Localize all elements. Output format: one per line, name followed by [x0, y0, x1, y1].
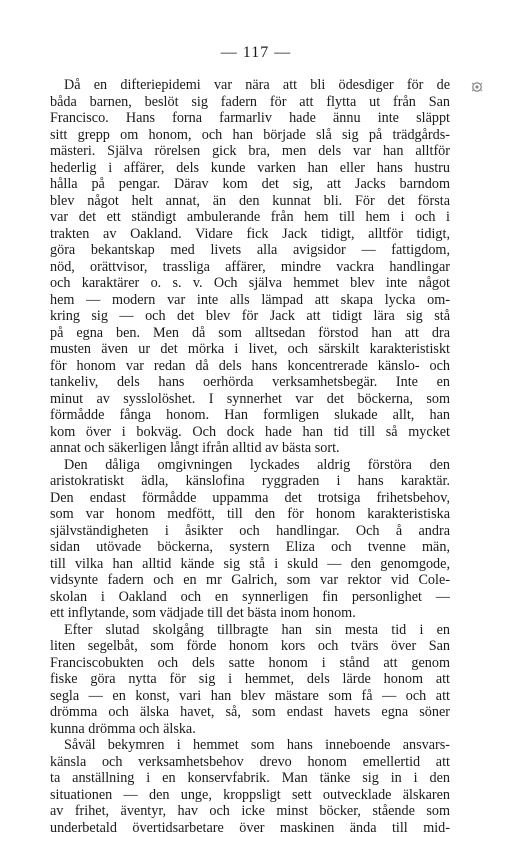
text-line: liten segelbåt, som förde honom kors och tvärs över San	[50, 638, 450, 654]
text-line: fiske göra nytta för sig i hemmet, dels lärde honom att	[50, 671, 450, 687]
text-line: minut av sysslolöshet. I synnerhet var det böckerna, som	[50, 390, 450, 407]
text-line: känsla och verksamhetsbehov drevo honom emellertid att	[50, 753, 450, 770]
text-line: till vilka han alltid kände sig stå i skuld — den genomgode,	[50, 555, 450, 572]
text-line: för honom var redan då dels hans koncentrerade känslo- och	[50, 357, 450, 374]
text-line: nöd, orättvisor, trassliga affärer, mindre vackra handlingar	[50, 258, 450, 275]
text-line: ett inflytande, som vädjade till det bästa inom honom.	[50, 605, 356, 621]
page-number: — 117 —	[220, 44, 292, 61]
text-line: självständigheten i åsikter och handlingar. Och å andra	[50, 522, 450, 539]
text-line: mästeri. Själva rörelsen gick bra, men dels var han alltför	[50, 143, 450, 159]
text-line: sidan utövade böckerna, systern Eliza och tvenne män,	[50, 539, 450, 555]
text-line: sitt grepp om honom, och han började slå sig på trädgårds-	[50, 126, 450, 143]
text-line: som var honom medfött, till den för honom karakteristiska	[50, 506, 450, 522]
text-line: tankeliv, dels hans oerhörda verksamhetsbegär. Inte en	[50, 374, 450, 390]
text-line: Då en difteriepidemi var nära att bli ödesdiger för de	[64, 77, 450, 93]
printer-ornament-icon	[470, 80, 484, 94]
text-line: och karaktärer o. s. v. Och själva hemmet blev inte något	[50, 275, 450, 291]
text-line: på egna ben. Men då som alltsedan förstod han att dra	[50, 324, 450, 341]
text-line: båda barnen, beslöt sig fadern för att flytta ut från San	[50, 93, 450, 110]
text-line: kring sig — och det blev för Jack att tidigt lära sig stå	[50, 308, 450, 324]
text-line: musten även ur det mörka i livet, och särskilt karakteristiskt	[50, 341, 450, 357]
text-line: göra bekantskap med livets alla avigsidor — fattigdom,	[50, 242, 450, 258]
text-line: hålla på pengar. Därav kom det sig, att Jacks barndom	[50, 176, 450, 192]
text-line: vidsynte fadern och en mr Galrich, som var rektor vid Cole-	[50, 572, 450, 588]
text-line: förmådde fånga honom. Han formligen slukade allt, han	[50, 407, 450, 423]
text-line: Såväl bekymren i hemmet som hans inneboende ansvars-	[64, 737, 450, 753]
text-line: Den dåliga omgivningen lyckades aldrig förstöra den	[64, 456, 450, 473]
text-line: ta anställning i en konservfabrik. Man tänke sig in i den	[50, 770, 450, 786]
text-line: drömma och älska havet, så, som endast havets egna söner	[50, 704, 450, 720]
text-line: underbetald övertidsarbetare över maskinen ända till mid-	[50, 819, 450, 836]
text-line: Efter slutad skolgång tillbragte han sin mesta tid i en	[64, 621, 450, 638]
text-line: segla — en konst, vari han blev mästare som få — och att	[50, 687, 450, 704]
text-line: Den endast förmådde uppamma det trotsiga frihetsbehov,	[50, 489, 450, 506]
body-text	[50, 77, 450, 836]
text-line: av frihet, äventyr, hav och icke minst böcker, stående som	[50, 803, 450, 819]
text-line: situationen — den unge, kroppsligt sett outvecklade älskaren	[50, 786, 450, 803]
text-line: annat och säkerligen långt ifrån alltid av bästa sort.	[50, 440, 340, 456]
text-line: kom över i bokväg. Och dock hade han tid till så mycket	[50, 423, 450, 440]
text-line: skolan i Oakland och en synnerligen fin personlighet —	[50, 588, 450, 605]
text-line: aristokratiskt ädla, känslofina ryggraden i hans karaktär.	[50, 473, 450, 489]
text-line: Francisco. Hans forna farmarliv hade ännu inte släppt	[50, 110, 450, 126]
text-line: trakten av Oakland. Vidare fick Jack tidigt, alltför tidigt,	[50, 225, 450, 242]
text-line: var det ett ständigt ambulerande från hem till hem i och i	[50, 209, 450, 225]
text-line: hederlig i affärer, dels kunde varken han eller hans hustru	[50, 159, 450, 176]
text-line: hem — modern var inte alls lämpad att skapa lycka om-	[50, 291, 450, 308]
text-line: blev något helt annat, än den kunnat bli. För det första	[50, 192, 450, 209]
text-line: kunna drömma och älska.	[50, 720, 196, 737]
text-line: Franciscobukten och dels satte honom i stånd att genom	[50, 654, 450, 671]
